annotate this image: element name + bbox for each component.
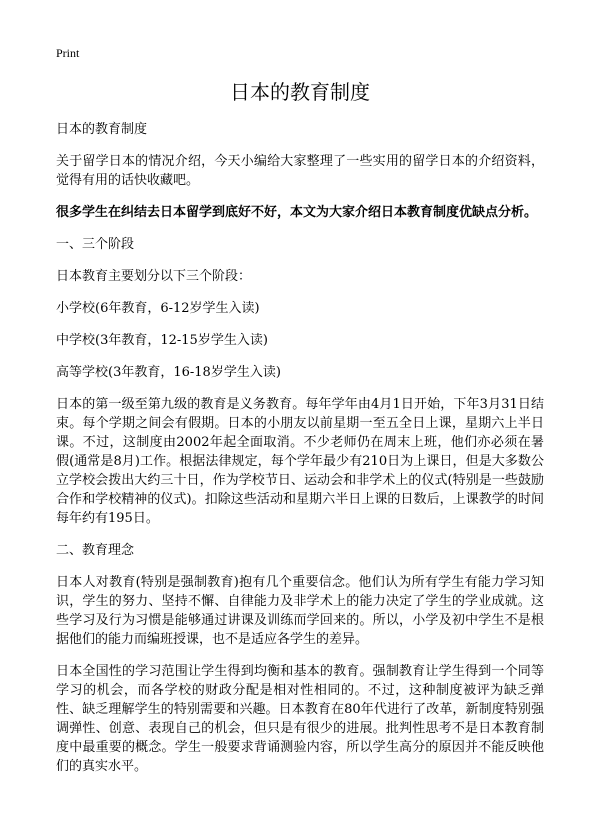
section-label: 日本的教育制度 [56, 122, 148, 137]
body-paragraph: 日本全国性的学习范围让学生得到均衡和基本的教育。强制教育让学生得到一个同等学习的机会，而各学校的财政分配是相对性相同的。不过，这种制度被评为缺乏弹性、缺乏理解学生的特别需要和兴趣。日本教育在80年代进行了改革，新制度特别强调弹性、创意、表现自己的机会，但只是有很少的进展。批判性思考不是日本教育制度中最重要的概念。学生一般要求背诵测验内容，所以学生高分的原因并不能反映他们的真实水平。 [56, 664, 544, 774]
section-heading: 二、教育理念 [56, 543, 135, 558]
print-link[interactable]: Print [56, 46, 80, 60]
body-paragraph: 日本人对教育(特别是强制教育)抱有几个重要信念。他们认为所有学生有能力学习知识，学生的努力、坚持不懈、自律能力及非学术上的能力决定了学生的学业成就。这些学习及行为习惯是能够通过讲课及训练而学回来的。所以，小学及初中学生不是根据他们的能力而编班授课，也不是适应各学生的差异。 [56, 575, 544, 647]
list-item: 高等学校(3年教育，16-18岁学生入读) [56, 365, 281, 380]
lead-paragraph: 很多学生在纠结去日本留学到底好不好，本文为大家介绍日本教育制度优缺点分析。 [56, 205, 538, 220]
article-body [56, 120, 544, 776]
body-paragraph: 日本的第一级至第九级的教育是义务教育。每年学年由4月1日开始，下年3月31日结束。每个学期之间会有假期。日本的小朋友以前星期一至五全日上课，星期六上半日课。不过，这制度由2002年起全面取消。不少老师仍在周末上班，他们亦必须在暑假(通常是8月)工作。根据法律规定，每个学年最少有210日为上课日，但是大多数公立学校会拨出大约三十日，作为学校节日、运动会和非学术上的仪式(特别是一些鼓励合作和学校精神的仪式)。扣除这些活动和星期六半日上课的日数后，上课教学的时间每年约有195日。 [56, 397, 544, 526]
list-item: 小学校(6年教育，6-12岁学生入读) [56, 301, 260, 316]
list-item: 中学校(3年教育，12-15岁学生入读) [56, 333, 268, 348]
body-paragraph: 日本教育主要划分以下三个阶段： [56, 269, 252, 284]
intro-paragraph: 关于留学日本的情况介绍，今天小编给大家整理了一些实用的留学日本的介绍资料，觉得有用的话快收藏吧。 [56, 154, 544, 188]
section-heading: 一、三个阶段 [56, 237, 135, 252]
article-title: 日本的教育制度 [230, 80, 370, 104]
